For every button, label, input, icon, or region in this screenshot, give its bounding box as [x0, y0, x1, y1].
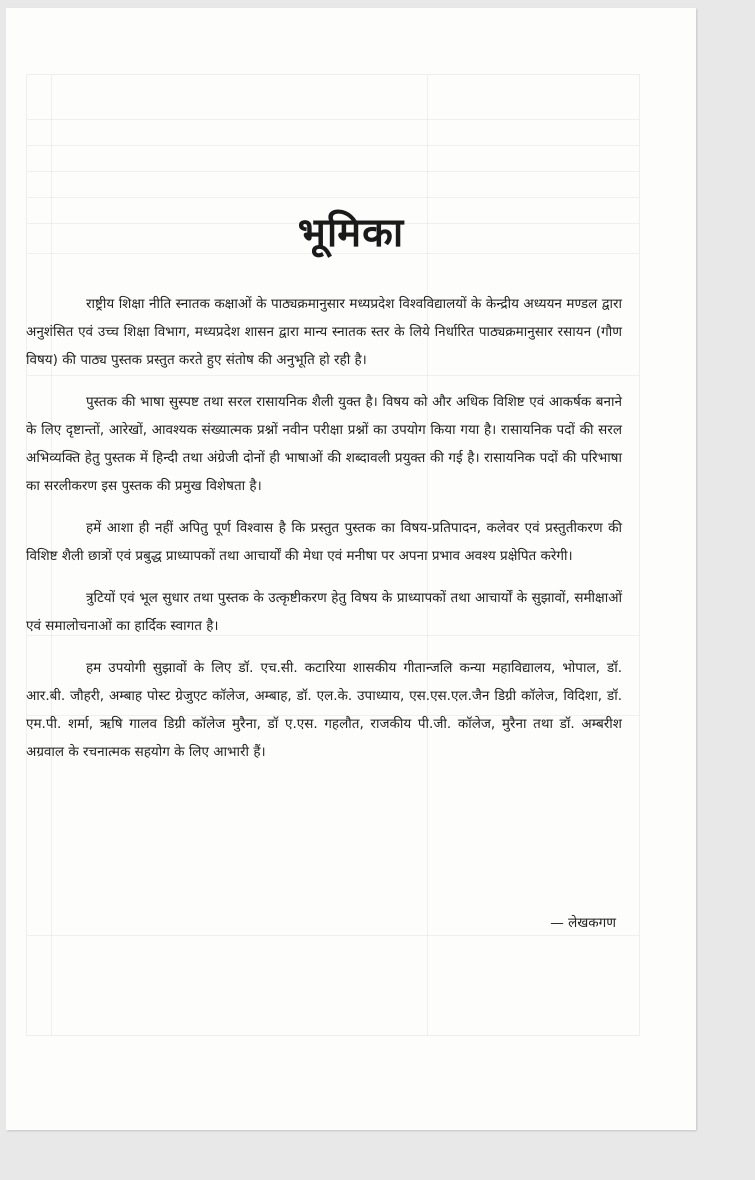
paragraph-2: पुस्तक की भाषा सुस्पष्ट तथा सरल रासायनिक शैली युक्त है। विषय को और अधिक विशिष्ट एवं आकर्षक बनाने के लिए दृष्टान्तों, आरेखों, आवश्यक संख्यात्मक प्रश्नों नवीन परीक्षा प्रश्नों का उपयोग किया गया है। रासायनिक पदों की सरल अभिव्यक्ति हेतु पुस्तक में हिन्दी तथा अंग्रेजी दोनों ही भाषाओं की शब्दावली प्रयुक्त की गई है। रासायनिक पदों की परिभाषा का सरलीकरण इस पुस्तक की प्रमुख विशेषता है। — [26, 394, 622, 494]
preface-body — [26, 290, 622, 780]
signature: — लेखकगण — [550, 915, 616, 931]
paragraph-1: राष्ट्रीय शिक्षा नीति स्नातक कक्षाओं के पाठ्यक्रमानुसार मध्यप्रदेश विश्वविद्यालयों के केन्द्रीय अध्ययन मण्डल द्वारा अनुशंसित एवं उच्च शिक्षा विभाग, मध्यप्रदेश शासन द्वारा मान्य स्नातक स्तर के लिये निर्धारित पाठ्यक्रमानुसार रसायन (गौण विषय) की पाठ्य पुस्तक प्रस्तुत करते हुए संतोष की अनुभूति हो रही है। — [26, 296, 622, 368]
paragraph-3: हमें आशा ही नहीं अपितु पूर्ण विश्वास है कि प्रस्तुत पुस्तक का विषय-प्रतिपादन, कलेवर एवं प्रस्तुतीकरण की विशिष्ट शैली छात्रों एवं प्रबुद्ध प्राध्यापकों तथा आचार्यों की मेधा एवं मनीषा पर अपना प्रभाव अवश्य प्रक्षेपित करेगी। — [26, 520, 622, 564]
paragraph-4: त्रुटियों एवं भूल सुधार तथा पुस्तक के उत्कृष्टीकरण हेतु विषय के प्राध्यापकों तथा आचार्यों के सुझावों, समीक्षाओं एवं समालोचनाओं का हार्दिक स्वागत है। — [26, 590, 622, 634]
paragraph-5: हम उपयोगी सुझावों के लिए डॉ. एच.सी. कटारिया शासकीय गीतान्जलि कन्या महाविद्यालय, भोपाल, डॉ. आर.बी. जौहरी, अम्बाह पोस्ट ग्रेजुएट कॉलेज, अम्बाह, डॉ. एल.के. उपाध्याय, एस.एस.एल.जैन डिग्री कॉलेज, विदिशा, डॉ. एम.पी. शर्मा, ऋषि गालव डिग्री कॉलेज मुरैना, डॉ ए.एस. गहलौत, राजकीय पी.जी. कॉलेज, मुरैना तथा डॉ. अम्बरीश अग्रवाल के रचनात्मक सहयोग के लिए आभारी हैं। — [26, 660, 622, 760]
page-title: भूमिका — [297, 210, 405, 256]
document-page — [6, 8, 696, 1130]
